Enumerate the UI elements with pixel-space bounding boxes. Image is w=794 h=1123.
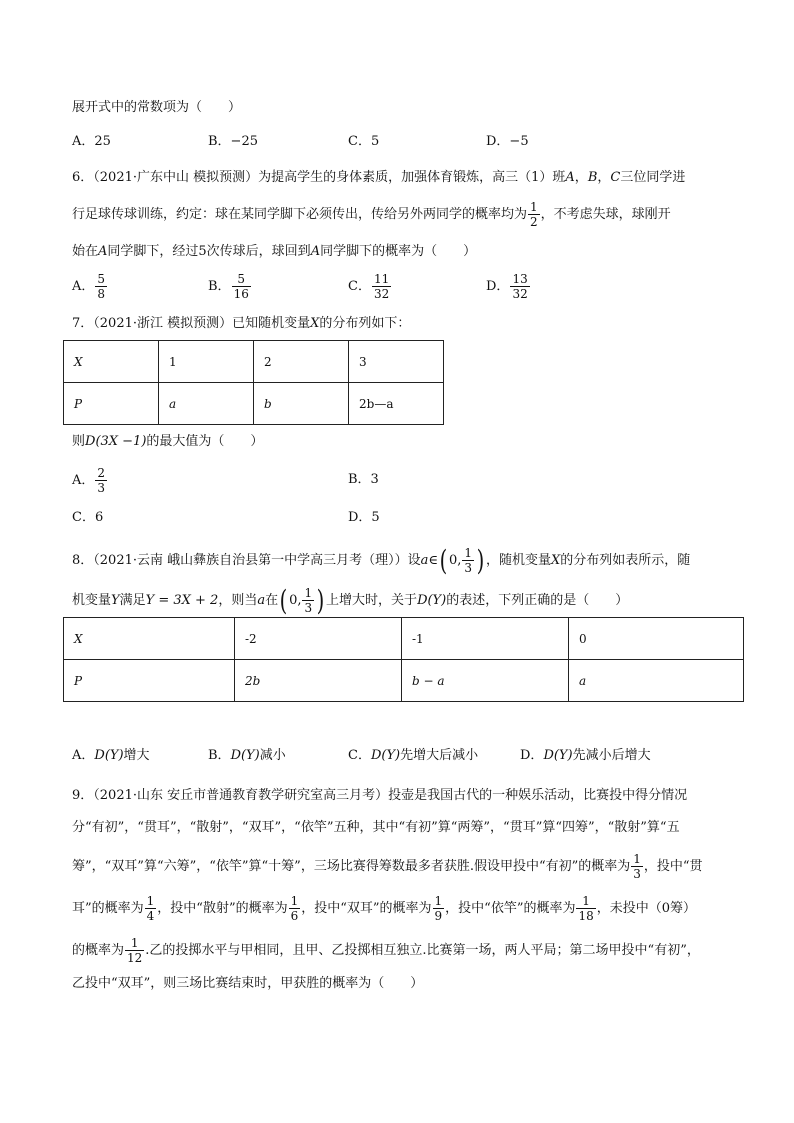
- q7-question: 则D(3X −1)的最大值为（ ）: [72, 434, 264, 449]
- q8-option-a: A．D(Y)增大: [72, 748, 150, 763]
- q6-stem-line3: 始在A同学脚下，经过5次传球后，球回到A同学脚下的概率为（ ）: [72, 244, 477, 259]
- open-interval: ( 0, $\frac{1}{3}$ ): [439, 543, 485, 577]
- q6-option-b: B． $\frac{5}{16}$: [208, 272, 249, 301]
- q9-stem-line5: 的概率为 $\frac{1}{12}$ .乙的投掷水平与甲相同，且甲、乙投掷相互独立.比赛第一场，两人平局；第二场甲投中“有初”，: [72, 936, 700, 965]
- q7-option-c: C．6: [72, 510, 104, 525]
- q7-option-a: A． $\frac{2}{3}$: [72, 466, 106, 495]
- q8-stem-line2: 机变量Y满足Y = 3X + 2，则当a在 ( 0, $\frac{1}{3}$ ) 上增大时，关于D(Y)的表述，下列正确的是（ ）: [72, 583, 629, 617]
- q9-stem-line6: 乙投中“双耳”，则三场比赛结束时，甲获胜的概率为（ ）: [72, 976, 424, 991]
- q9-stem-line2: 分“有初”，“贯耳”，“散射”，“双耳”，“依竿”五种，其中“有初”算“两筹”，“贯耳”算“四筹”，“散射”算“五: [72, 820, 680, 835]
- table-row: P 2b b − a a: [64, 660, 744, 702]
- fraction: $\frac{1}{2}$: [530, 200, 538, 229]
- q7-option-d: D．5: [348, 510, 380, 525]
- q6-option-d: D． $\frac{13}{32}$: [486, 272, 528, 301]
- q7-distribution-table: [63, 340, 444, 425]
- q8-option-b: B．D(Y)减小: [208, 748, 286, 763]
- q9-stem-line3: 筹”，“双耳”算“六筹”，“依竿”算“十筹”，三场比赛得筹数最多者获胜.假设甲投中“有初”的概率为 $\frac{1}{3}$ ，投中“贯: [72, 852, 703, 881]
- q7-stem: 7．（2021·浙江 模拟预测）已知随机变量X的分布列如下：: [72, 316, 411, 331]
- q5-option-d: D．−5: [486, 134, 529, 149]
- q8-stem-line1: 8．（2021·云南 峨山彝族自治县第一中学高三月考（理））设a∈ ( 0, $\frac{1}{3}$ ) ，随机变量X的分布列如表所示，随: [72, 543, 691, 577]
- q6-option-a: A． $\frac{5}{8}$: [72, 272, 106, 301]
- q6-stem-line2: 行足球传球训练，约定：球在某同学脚下必须传出，传给另外两同学的概率均为 $\frac{1}{2}$ ，不考虑失球，球刚开: [72, 200, 671, 229]
- q5-option-c: C．5: [348, 134, 380, 149]
- q6-stem-line1: 6．（2021·广东中山 模拟预测）为提高学生的身体素质，加强体育锻炼，高三（1）班A，B，C三位同学进: [72, 170, 686, 185]
- q5-option-b: B．−25: [208, 134, 258, 149]
- table-row: P a b 2b—a: [64, 383, 444, 425]
- table-row: X 1 2 3: [64, 341, 444, 383]
- q8-distribution-table: [63, 617, 744, 702]
- q8-option-d: D．D(Y)先减小后增大: [520, 748, 651, 763]
- q7-option-b: B．3: [348, 472, 379, 487]
- q9-stem-line4: 耳”的概率为 $\frac{1}{4}$ ，投中“散射”的概率为 $\frac{1}{6}$ ，投中“双耳”的概率为 $\frac{1}{9}$ ，投中“依竿”的概率为 $\frac{1}{18}$ ，未投中（0筹）: [72, 894, 697, 923]
- open-interval: ( 0, $\frac{1}{3}$ ): [279, 583, 325, 617]
- table-row: X -2 -1 0: [64, 618, 744, 660]
- q5-option-a: A．25: [72, 134, 111, 149]
- q6-option-c: C． $\frac{11}{32}$: [348, 272, 390, 301]
- q5-stem: 展开式中的常数项为（ ）: [72, 100, 242, 115]
- q8-option-c: C．D(Y)先增大后减小: [348, 748, 479, 763]
- q9-stem-line1: 9．（2021·山东 安丘市普通教育教学研究室高三月考）投壶是我国古代的一种娱乐活动，比赛投中得分情况: [72, 788, 688, 803]
